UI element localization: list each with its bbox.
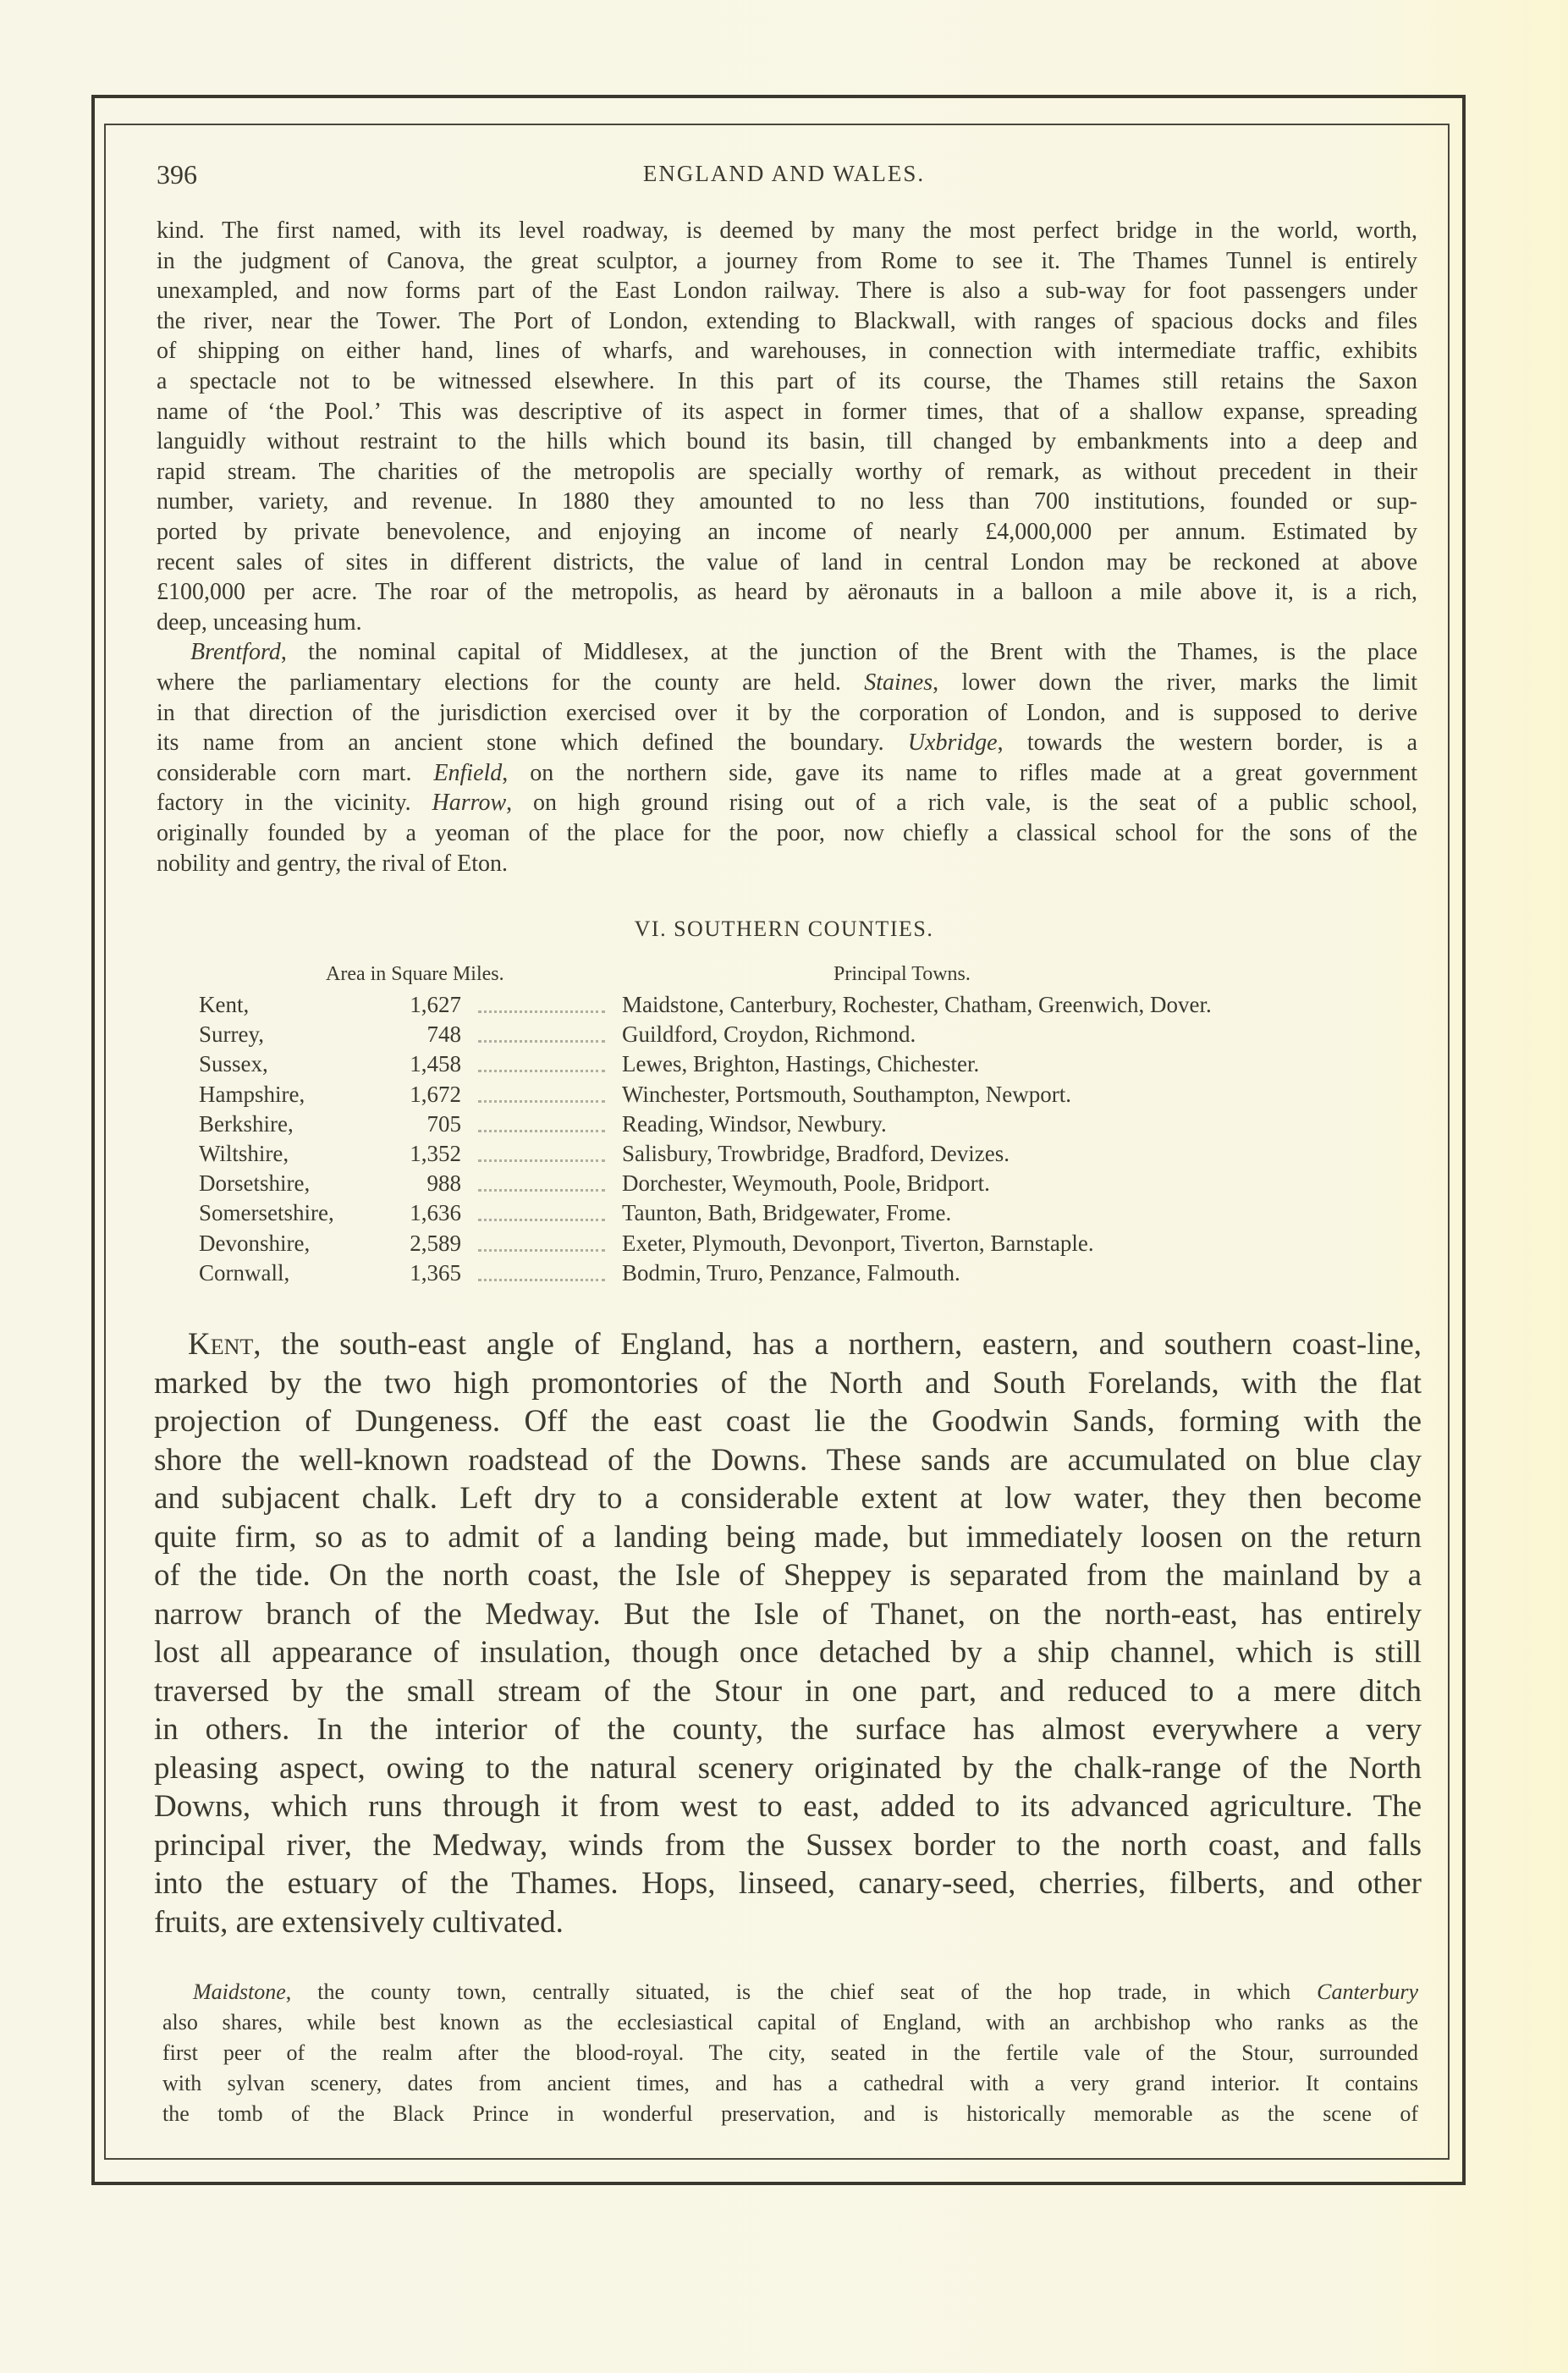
county-area: 1,352 [410, 1141, 461, 1166]
text-segment: languidly without restraint to the hills which bound its basin, till changed by embankments into a deep and [157, 428, 1417, 455]
text-line [154, 1864, 1422, 1903]
text-line [157, 276, 1417, 306]
text-segment: shore the well-known roadstead of the Downs. These sands are accumulated on blue clay [154, 1442, 1422, 1478]
text-segment: , lower down the river, marks the limit [933, 669, 1417, 696]
text-segment: quite firm, so as to admit of a landing being made, but immediately loosen on the return [154, 1519, 1422, 1555]
text-line [154, 1672, 1422, 1711]
county-area: 988 [426, 1170, 461, 1197]
text-segment: number, variety, and revenue. In 1880 they amounted to no less than 700 institutions, founded or sup- [157, 488, 1417, 515]
text-line [157, 818, 1417, 849]
leader-dots [478, 1130, 605, 1132]
text-segment: a spectacle not to be witnessed elsewhere. In this part of its course, the Thames still retains the Saxon [157, 368, 1417, 394]
text-line [154, 1787, 1422, 1826]
county-area: 1,636 [410, 1200, 461, 1226]
leader-dots [478, 1279, 605, 1281]
county-name: Kent, [199, 992, 250, 1017]
text-line [157, 306, 1417, 337]
leader-dots [478, 1100, 605, 1103]
table-row [199, 1200, 1400, 1230]
running-head: ENGLAND AND WALES. [642, 161, 926, 186]
text-line [162, 2099, 1418, 2129]
text-line [157, 487, 1417, 517]
principal-towns: Guildford, Croydon, Richmond. [622, 1021, 916, 1048]
text-segment: the river, near the Tower. The Port of London, extending to Blackwall, with ranges of spacious docks and files [157, 307, 1417, 334]
text-segment: rapid stream. The charities of the metropolis are specially worthy of remark, as without precedent in their [157, 458, 1417, 485]
text-line [154, 1402, 1422, 1441]
text-segment: ported by private benevolence, and enjoying an income of nearly £4,000,000 per annum. Estimated by [157, 519, 1417, 545]
text-segment: considerable corn mart. [157, 759, 434, 786]
text-segment: also shares, while best known as the ecclesiastical capital of England, with an archbishop who ranks as the [162, 2010, 1418, 2034]
text-segment: factory in the vicinity. [157, 790, 432, 817]
county-area: 2,589 [410, 1230, 461, 1256]
text-line [154, 1556, 1422, 1595]
text-line [154, 1903, 1422, 1942]
text-line [157, 397, 1417, 427]
leader-dots [478, 1219, 605, 1221]
county-area: 1,672 [410, 1081, 461, 1107]
county-name: Hampshire, [199, 1081, 305, 1107]
text-segment: recent sales of sites in different districts, the value of land in central London may be reckoned at above [157, 548, 1417, 575]
text-line [162, 2007, 1418, 2038]
text-line [162, 2038, 1418, 2068]
column-header-area: Area in Square Miles. [326, 963, 504, 985]
text-segment: in that direction of the jurisdiction exercised over it by the corporation of London, and is supposed to derive [157, 699, 1417, 726]
text-line [157, 758, 1417, 789]
text-line [154, 1441, 1422, 1480]
text-line [154, 1595, 1422, 1634]
leader-dots [478, 1040, 605, 1043]
table-row [199, 1260, 1400, 1290]
leader-dots [478, 1249, 605, 1252]
text-segment: £100,000 per acre. The roar of the metropolis, as heard by aëronauts in a balloon a mile above it, is a rich, [157, 579, 1417, 606]
county-name: Berkshire, [199, 1110, 294, 1137]
leader-dots [478, 1159, 605, 1162]
text-line [154, 1518, 1422, 1557]
county-name: Devonshire, [199, 1230, 311, 1256]
text-line [157, 246, 1417, 277]
county-name: Dorsetshire, [199, 1170, 311, 1197]
text-segment: first peer of the realm after the blood-royal. The city, seated in the fertile vale of the Stour, surrounded [162, 2040, 1418, 2065]
italic-place-name: Uxbridge [907, 730, 998, 757]
italic-place-name: Harrow [432, 790, 507, 817]
text-segment: lost all appearance of insulation, though once detached by a ship channel, which is still [154, 1635, 1422, 1670]
text-line [193, 1977, 1418, 2007]
text-segment: narrow branch of the Medway. But the Isle of Thanet, on the north-east, has entirely [154, 1596, 1422, 1632]
principal-towns: Taunton, Bath, Bridgewater, Frome. [622, 1200, 952, 1226]
principal-towns: Bodmin, Truro, Penzance, Falmouth. [622, 1259, 960, 1286]
text-segment: into the estuary of the Thames. Hops, linseed, canary-seed, cherries, filberts, and other [154, 1866, 1422, 1901]
text-segment: unexampled, and now forms part of the East London railway. There is also a sub-way for foot passengers under [157, 278, 1417, 305]
text-segment: , towards the western border, is a [997, 730, 1417, 757]
county-area: 1,627 [410, 992, 461, 1017]
principal-towns: Maidstone, Canterbury, Rochester, Chatham, Greenwich, Dover. [622, 992, 1212, 1017]
county-area: 748 [426, 1021, 461, 1048]
italic-place-name: Maidstone [193, 1979, 286, 2004]
text-segment: in the judgment of Canova, the great sculptor, a journey from Rome to see it. The Thames Tunnel is entirely [157, 247, 1417, 274]
county-area: 1,458 [410, 1051, 461, 1077]
text-segment: deep, unceasing hum. [157, 608, 362, 636]
text-segment: , the nominal capital of Middlesex, at the junction of the Brent with the Thames, is the place [280, 639, 1417, 666]
text-segment: fruits, are extensively cultivated. [154, 1904, 564, 1940]
text-segment: originally founded by a yeoman of the place for the poor, now chiefly a classical school for the sons of the [157, 820, 1417, 846]
county-area: 705 [426, 1110, 461, 1137]
text-line [157, 517, 1417, 548]
text-line [154, 1749, 1422, 1788]
text-segment: of the tide. On the north coast, the Isle of Sheppey is separated from the mainland by a [154, 1558, 1422, 1593]
text-line [157, 548, 1417, 578]
table-row [199, 1082, 1400, 1111]
text-segment: projection of Dungeness. Off the east coast lie the Goodwin Sands, forming with the [154, 1404, 1422, 1439]
table-row [199, 1111, 1400, 1141]
text-segment: traversed by the small stream of the Stour in one part, and reduced to a mere ditch [154, 1673, 1422, 1709]
italic-place-name: Canterbury [1317, 1979, 1418, 2004]
table-row [199, 1021, 1400, 1051]
text-segment: principal river, the Medway, winds from the Sussex border to the north coast, and falls [154, 1827, 1422, 1863]
text-segment: its name from an ancient stone which defined the boundary. [157, 730, 908, 757]
text-line [157, 698, 1417, 729]
text-segment: pleasing aspect, owing to the natural scenery originated by the chalk-range of the North [154, 1750, 1422, 1786]
text-segment: , the south-east angle of England, has a northern, eastern, and southern coast-line, [253, 1327, 1422, 1362]
county-name: Sussex, [199, 1051, 268, 1077]
text-line [154, 1364, 1422, 1403]
text-line [157, 336, 1417, 366]
text-line [157, 788, 1417, 818]
text-line [157, 577, 1417, 608]
text-line [157, 457, 1417, 487]
column-header-towns: Principal Towns. [834, 963, 971, 985]
text-line [157, 849, 1417, 879]
county-area: 1,365 [410, 1259, 461, 1286]
table-row [199, 1141, 1400, 1170]
page-number: 396 [157, 159, 197, 190]
text-line [154, 1633, 1422, 1672]
text-segment: in others. In the interior of the county, the surface has almost everywhere a very [154, 1712, 1422, 1747]
text-line [157, 668, 1417, 698]
county-name: Wiltshire, [199, 1141, 289, 1166]
principal-towns: Exeter, Plymouth, Devonport, Tiverton, Barnstaple. [622, 1230, 1094, 1256]
text-segment: name of ‘the Pool.’ This was descriptive of its aspect in former times, that of a shallow expanse, spreading [157, 398, 1417, 425]
text-line [157, 608, 1417, 638]
table-row [199, 1231, 1400, 1260]
county-name: Somersetshire, [199, 1200, 334, 1226]
county-name: Cornwall, [199, 1259, 290, 1286]
small-caps-lead: Kent [188, 1327, 254, 1362]
italic-place-name: Staines [864, 669, 933, 696]
principal-towns: Reading, Windsor, Newbury. [622, 1110, 887, 1137]
section-title: VI. SOUTHERN COUNTIES. [634, 917, 934, 941]
text-segment: with sylvan scenery, dates from ancient times, and has a cathedral with a very grand interior. It contains [162, 2071, 1418, 2095]
table-row [199, 992, 1400, 1021]
leader-dots [478, 1010, 605, 1013]
principal-towns: Lewes, Brighton, Hastings, Chichester. [622, 1051, 980, 1077]
table-row [199, 1051, 1400, 1081]
text-segment: and subjacent chalk. Left dry to a considerable extent at low water, they then become [154, 1481, 1422, 1516]
table-row [199, 1170, 1400, 1200]
text-line [157, 728, 1417, 758]
text-segment: marked by the two high promontories of the North and South Forelands, with the flat [154, 1365, 1422, 1401]
text-segment: Downs, which runs through it from west to east, added to its advanced agriculture. The [154, 1789, 1422, 1824]
leader-dots [478, 1070, 605, 1072]
text-segment: , on the northern side, gave its name to rifles made at a great government [502, 759, 1418, 786]
italic-place-name: Brentford [190, 639, 281, 666]
text-line [154, 1479, 1422, 1518]
text-segment: the tomb of the Black Prince in wonderful preservation, and is historically memorable as the scene of [162, 2101, 1418, 2126]
text-line [188, 1325, 1422, 1364]
text-line [154, 1826, 1422, 1865]
principal-towns: Salisbury, Trowbridge, Bradford, Devizes. [622, 1141, 1010, 1166]
principal-towns: Dorchester, Weymouth, Poole, Bridport. [622, 1170, 990, 1197]
text-line [162, 2068, 1418, 2099]
county-name: Surrey, [199, 1021, 264, 1048]
text-line [157, 427, 1417, 457]
text-line [154, 1710, 1422, 1749]
text-segment: where the parliamentary elections for the county are held. [157, 669, 865, 696]
leader-dots [478, 1189, 605, 1192]
text-line [190, 637, 1417, 668]
text-line [157, 216, 1417, 246]
text-segment: , on high ground rising out of a rich vale, is the seat of a public school, [506, 790, 1417, 817]
principal-towns: Winchester, Portsmouth, Southampton, Newport. [622, 1081, 1072, 1107]
text-segment: nobility and gentry, the rival of Eton. [157, 850, 508, 877]
text-segment: , the county town, centrally situated, is the chief seat of the hop trade, in which [285, 1979, 1318, 2004]
text-line [157, 366, 1417, 397]
italic-place-name: Enfield [433, 759, 503, 786]
text-segment: kind. The first named, with its level roadway, is deemed by many the most perfect bridge in the world, worth, [157, 217, 1417, 244]
text-segment: of shipping on either hand, lines of wharfs, and warehouses, in connection with intermediate traffic, exhibits [157, 338, 1417, 365]
